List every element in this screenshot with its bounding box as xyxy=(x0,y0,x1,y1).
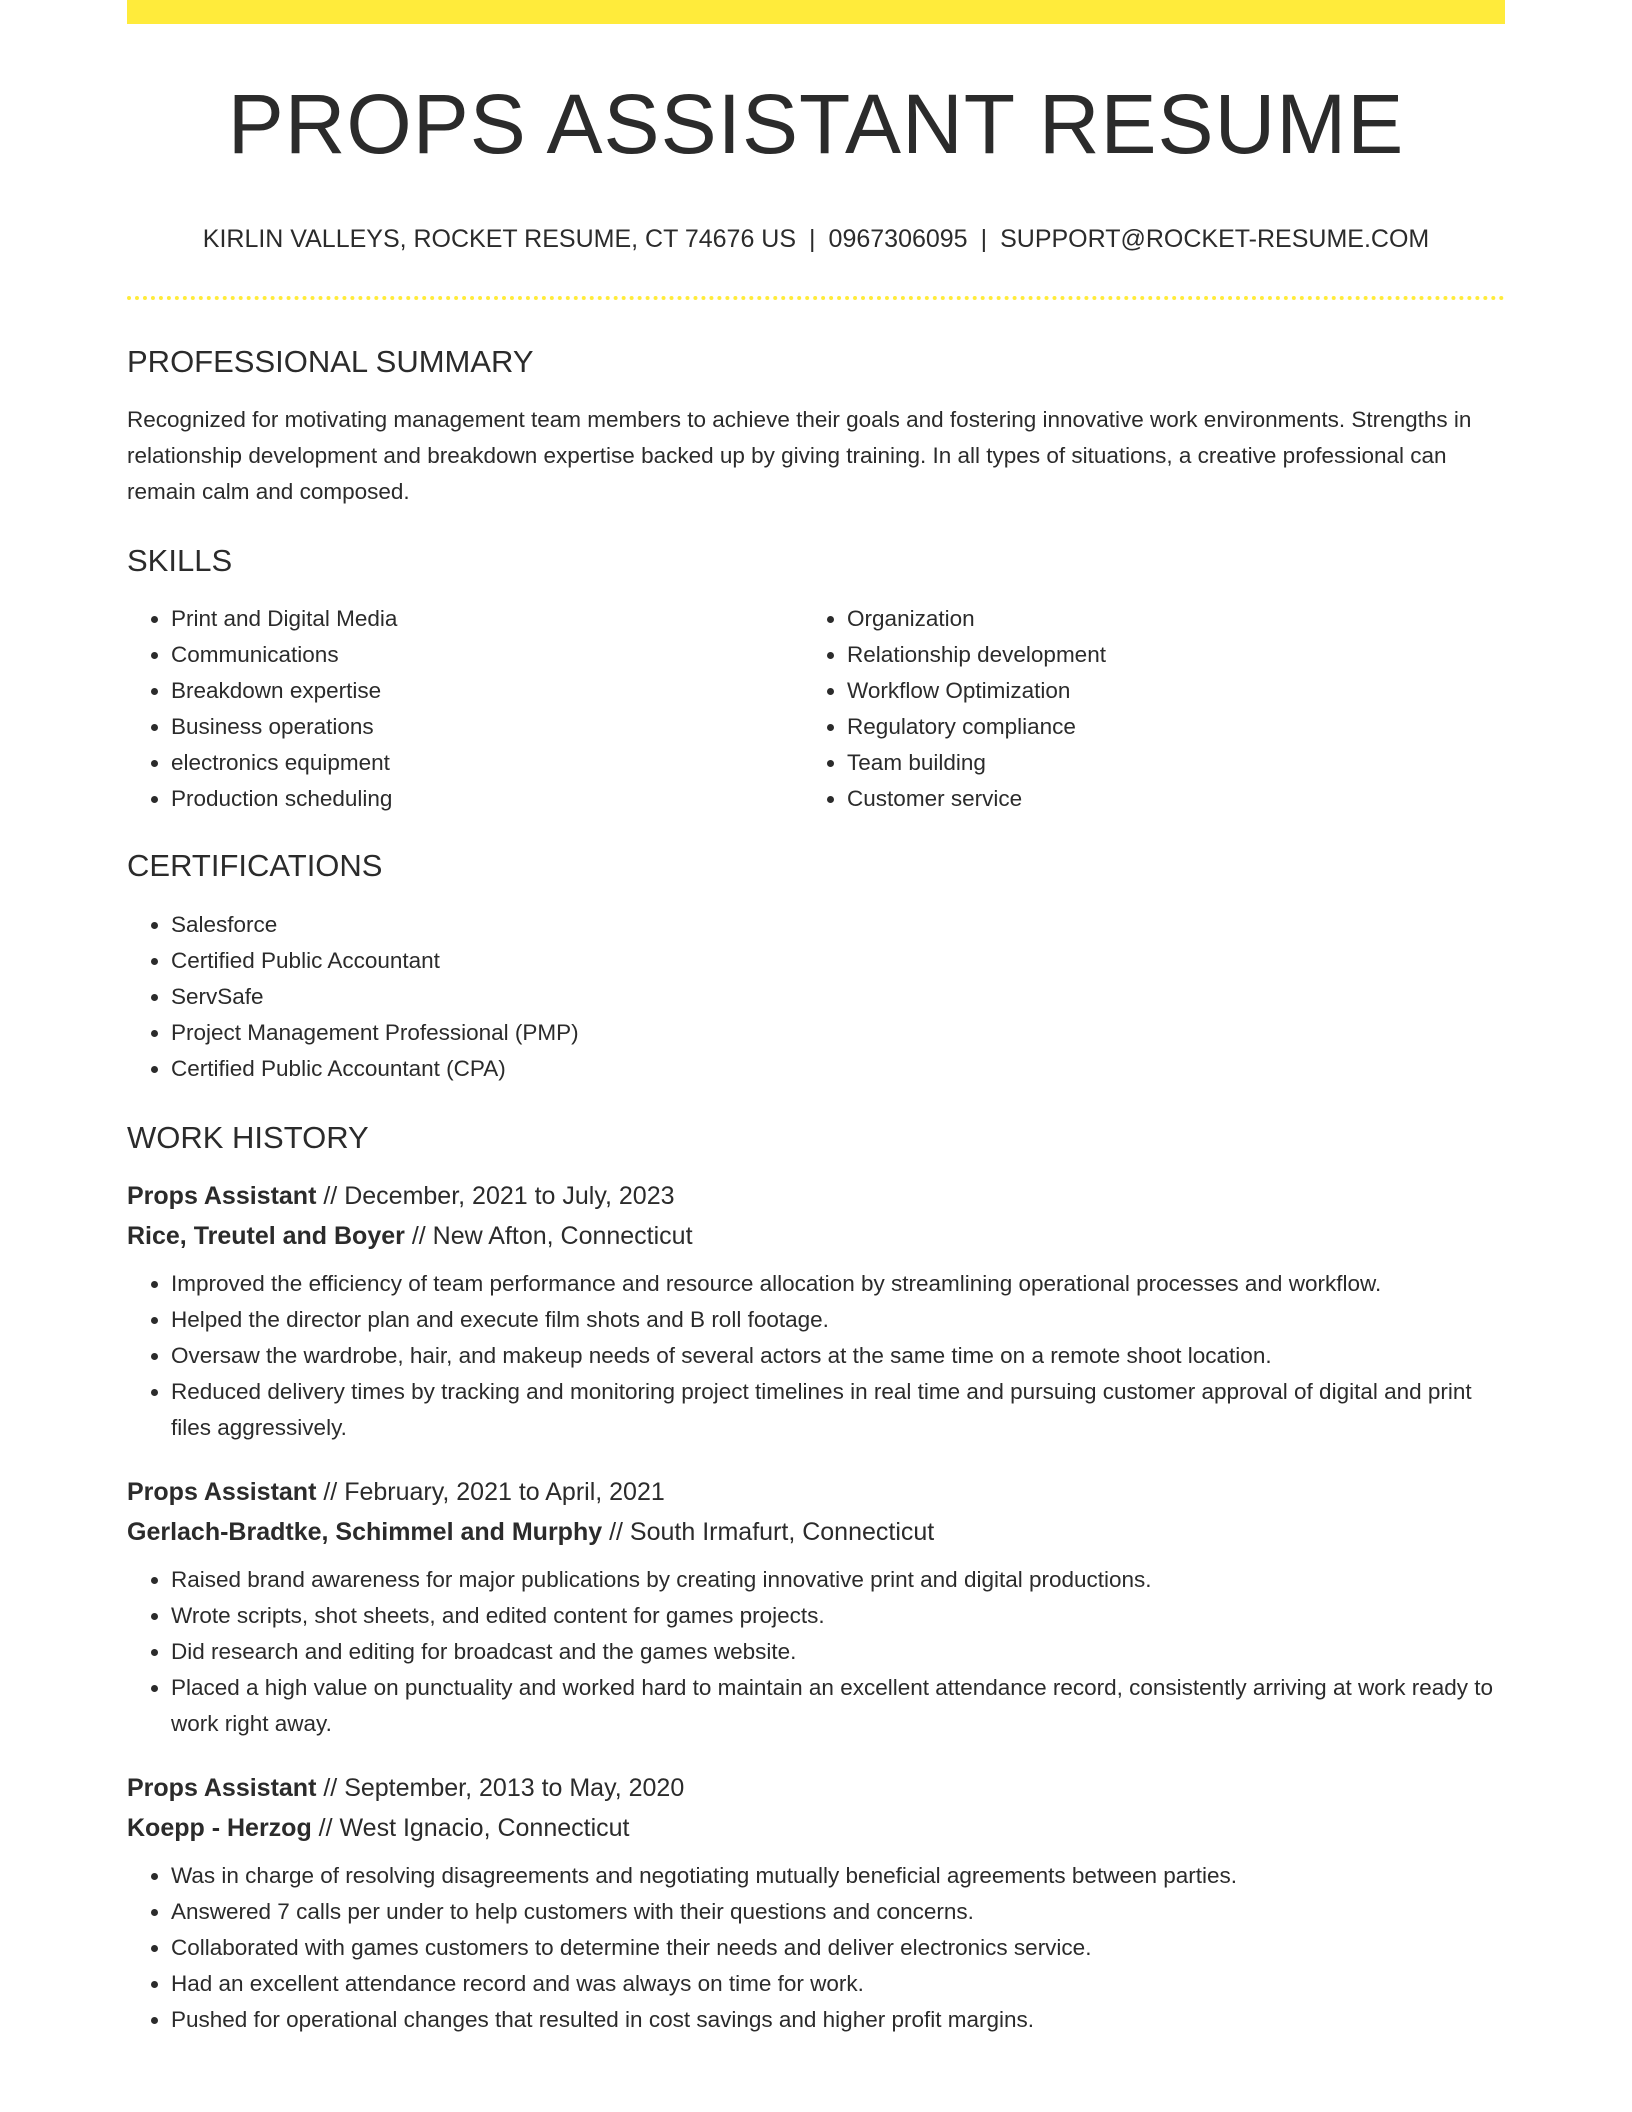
skill-item: • Team building xyxy=(847,745,1505,781)
job-entry xyxy=(127,1176,1505,1446)
skill-item: • Regulatory compliance xyxy=(847,709,1505,745)
job-location: South Irmafurt, Connecticut xyxy=(629,1517,935,1546)
job-bullet: • Oversaw the wardrobe, hair, and makeup needs of several actors at the same time on a remote shoot location. xyxy=(171,1338,1505,1374)
job-header xyxy=(127,1472,1505,1552)
skill-item: • Business operations xyxy=(171,709,803,745)
skill-item: • Organization xyxy=(847,601,1505,637)
dotted-divider xyxy=(127,296,1505,300)
contact-line xyxy=(127,224,1505,254)
certification-item: • Certified Public Accountant (CPA) xyxy=(171,1051,1505,1087)
job-bullet: • Wrote scripts, shot sheets, and edited content for games projects. xyxy=(171,1598,1505,1634)
skill-item: • Customer service xyxy=(847,781,1505,817)
job-bullet: • Improved the efficiency of team performance and resource allocation by streamlining operational processes and workflow. xyxy=(171,1266,1505,1302)
job-bullet: • Reduced delivery times by tracking and monitoring project timelines in real time and pursuing customer approval of digital and print files aggressively. xyxy=(171,1374,1505,1446)
certification-item: • Salesforce xyxy=(171,907,1505,943)
contact-address: KIRLIN VALLEYS, ROCKET RESUME, CT 74676 US xyxy=(202,225,797,253)
contact-separator: | xyxy=(980,225,988,253)
resume-title: PROPS ASSISTANT RESUME xyxy=(227,77,1405,171)
job-location: New Afton, Connecticut xyxy=(432,1221,693,1250)
skills-heading: SKILLS xyxy=(127,543,233,579)
job-separator: // xyxy=(316,1477,345,1506)
job-header xyxy=(127,1768,1505,1848)
job-bullet: • Answered 7 calls per under to help customers with their questions and concerns. xyxy=(171,1894,1505,1930)
job-entry xyxy=(127,1768,1505,2038)
job-bullet: • Helped the director plan and execute film shots and B roll footage. xyxy=(171,1302,1505,1338)
certifications-list xyxy=(127,907,1505,1087)
skills-list-left xyxy=(127,601,803,817)
skills-grid xyxy=(127,601,1505,817)
job-bullets xyxy=(127,1266,1505,1446)
skill-item: • electronics equipment xyxy=(171,745,803,781)
job-bullets xyxy=(127,1562,1505,1742)
certification-item: • Certified Public Accountant xyxy=(171,943,1505,979)
skill-item: • Breakdown expertise xyxy=(171,673,803,709)
contact-email: SUPPORT@ROCKET-RESUME.COM xyxy=(1000,225,1430,253)
job-company: Koepp - Herzog xyxy=(127,1813,312,1842)
work-history-heading: WORK HISTORY xyxy=(127,1119,369,1155)
skills-list-right xyxy=(803,601,1505,817)
job-bullet: • Placed a high value on punctuality and worked hard to maintain an excellent attendance record, consistently arriving at work ready to work right away. xyxy=(171,1670,1505,1742)
summary-text: Recognized for motivating management team members to achieve their goals and fostering innovative work environments. Strengths in relationship development and breakdown expertise backed up by giving training. In all types of situations, a creative professional can remain calm and composed. xyxy=(127,407,1472,505)
job-company: Gerlach-Bradtke, Schimmel and Murphy xyxy=(127,1517,603,1546)
job-role: Props Assistant xyxy=(127,1181,317,1210)
skill-item: • Workflow Optimization xyxy=(847,673,1505,709)
job-dates: December, 2021 to July, 2023 xyxy=(344,1181,675,1210)
job-role: Props Assistant xyxy=(127,1477,317,1506)
certifications-heading: CERTIFICATIONS xyxy=(127,848,383,884)
job-separator: // xyxy=(602,1517,630,1546)
skill-item: • Production scheduling xyxy=(171,781,803,817)
job-separator: // xyxy=(316,1181,345,1210)
job-bullet: • Had an excellent attendance record and was always on time for work. xyxy=(171,1966,1505,2002)
contact-separator: | xyxy=(809,225,816,253)
job-role: Props Assistant xyxy=(127,1773,317,1802)
summary-heading: PROFESSIONAL SUMMARY xyxy=(127,344,534,379)
accent-top-bar xyxy=(127,0,1505,24)
job-separator: // xyxy=(316,1773,345,1802)
certification-item: • ServSafe xyxy=(171,979,1505,1015)
skill-item: • Print and Digital Media xyxy=(171,601,803,637)
job-entry xyxy=(127,1472,1505,1742)
job-separator: // xyxy=(311,1813,340,1842)
job-bullet: • Pushed for operational changes that resulted in cost savings and higher profit margins. xyxy=(171,2002,1505,2038)
job-bullets xyxy=(127,1858,1505,2038)
job-header xyxy=(127,1176,1505,1256)
resume-page xyxy=(127,0,1505,2038)
job-company: Rice, Treutel and Boyer xyxy=(127,1221,405,1250)
job-separator: // xyxy=(404,1221,433,1250)
job-bullet: • Collaborated with games customers to determine their needs and deliver electronics service. xyxy=(171,1930,1505,1966)
job-location: West Ignacio, Connecticut xyxy=(339,1813,630,1842)
skill-item: • Relationship development xyxy=(847,637,1505,673)
contact-phone: 0967306095 xyxy=(828,225,968,253)
job-dates: September, 2013 to May, 2020 xyxy=(344,1773,685,1802)
skill-item: • Communications xyxy=(171,637,803,673)
job-dates: February, 2021 to April, 2021 xyxy=(344,1477,665,1506)
job-bullet: • Did research and editing for broadcast and the games website. xyxy=(171,1634,1505,1670)
certification-item: • Project Management Professional (PMP) xyxy=(171,1015,1505,1051)
job-bullet: • Raised brand awareness for major publications by creating innovative print and digital productions. xyxy=(171,1562,1505,1598)
job-bullet: • Was in charge of resolving disagreements and negotiating mutually beneficial agreements between parties. xyxy=(171,1858,1505,1894)
